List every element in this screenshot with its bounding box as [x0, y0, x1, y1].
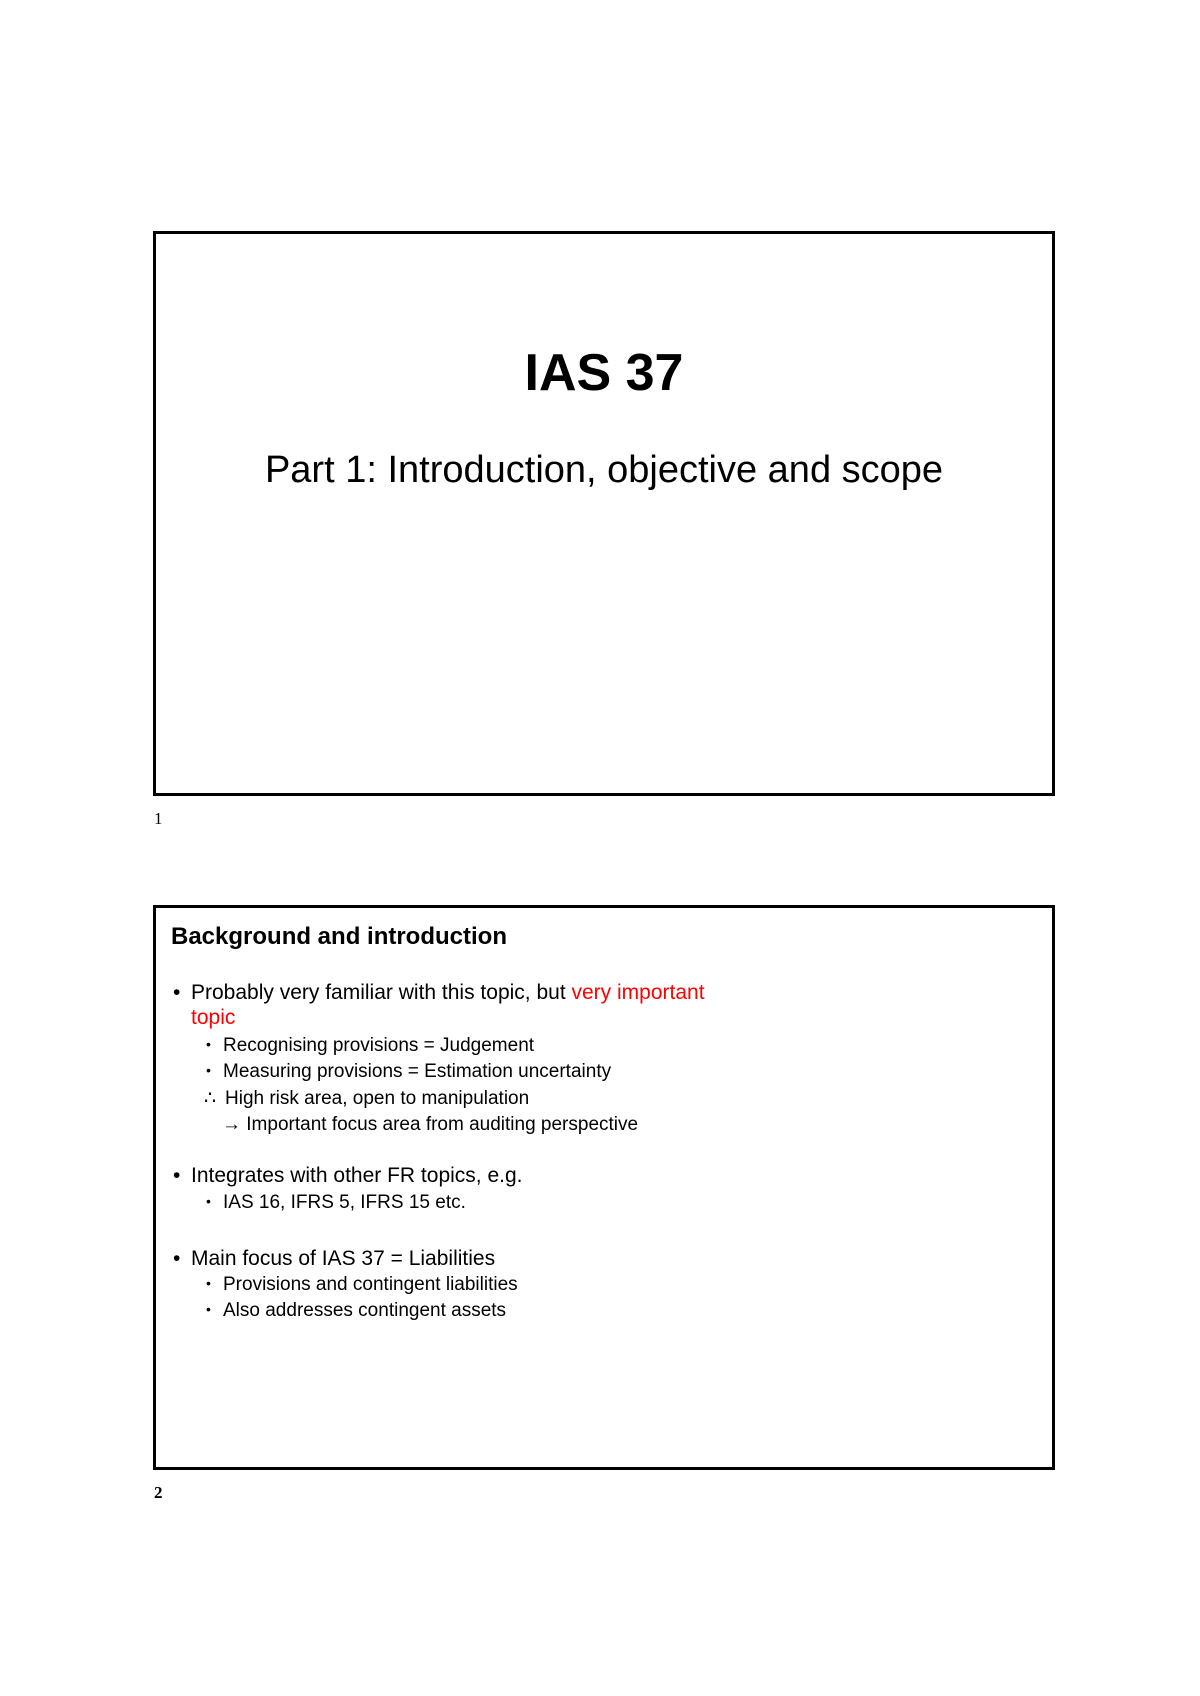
- page-number: 1: [154, 809, 163, 828]
- sub-bullet-text: IAS 16, IFRS 5, IFRS 15 etc.: [223, 1192, 466, 1213]
- bullet-glyph: •: [173, 981, 181, 1004]
- sub-bullet-item: [206, 1192, 466, 1214]
- slide-title: IAS 37: [524, 344, 684, 402]
- sub-bullet-text: Also addresses contingent assets: [223, 1300, 507, 1321]
- bullet-glyph: •: [206, 1193, 211, 1209]
- bullet-glyph: •: [173, 1164, 181, 1187]
- slide-heading: Background and introduction: [171, 923, 507, 950]
- bullet-glyph: •: [206, 1301, 211, 1317]
- bullet-text: Probably very familiar with this topic, but: [191, 981, 572, 1004]
- slide-subtitle: Part 1: Introduction, objective and scope: [264, 449, 944, 491]
- bullet-glyph: •: [173, 1247, 181, 1270]
- therefore-line: [204, 1087, 529, 1110]
- sub-bullet-item: [206, 1274, 518, 1296]
- highlight-text: very important: [571, 981, 705, 1004]
- page-number: 2: [154, 1483, 163, 1502]
- sub-bullet-text: Provisions and contingent liabilities: [223, 1274, 518, 1295]
- sub-bullet-item: [206, 1035, 534, 1057]
- sub-bullet-text: Measuring provisions = Estimation uncertainty: [223, 1061, 612, 1082]
- sub-bullet-item: [206, 1061, 611, 1083]
- bullet-item: [173, 981, 705, 1005]
- sub-bullet-item: [206, 1300, 506, 1322]
- slide-1: [153, 231, 1055, 796]
- bullet-item: [173, 1164, 523, 1188]
- slide-2: [153, 905, 1055, 1470]
- therefore-text: High risk area, open to manipulation: [225, 1088, 530, 1109]
- bullet-item: [173, 1247, 495, 1271]
- therefore-symbol: ∴: [204, 1088, 217, 1109]
- sub-bullet-text: Recognising provisions = Judgement: [223, 1035, 535, 1056]
- highlight-text-continued: topic: [191, 1006, 236, 1029]
- arrow-line: → Important focus area from auditing perspective: [222, 1114, 639, 1135]
- bullet-text: Main focus of IAS 37 = Liabilities: [191, 1247, 496, 1270]
- bullet-glyph: •: [206, 1275, 211, 1291]
- bullet-text: Integrates with other FR topics, e.g.: [191, 1164, 523, 1187]
- bullet-glyph: •: [206, 1036, 211, 1052]
- bullet-glyph: •: [206, 1062, 211, 1078]
